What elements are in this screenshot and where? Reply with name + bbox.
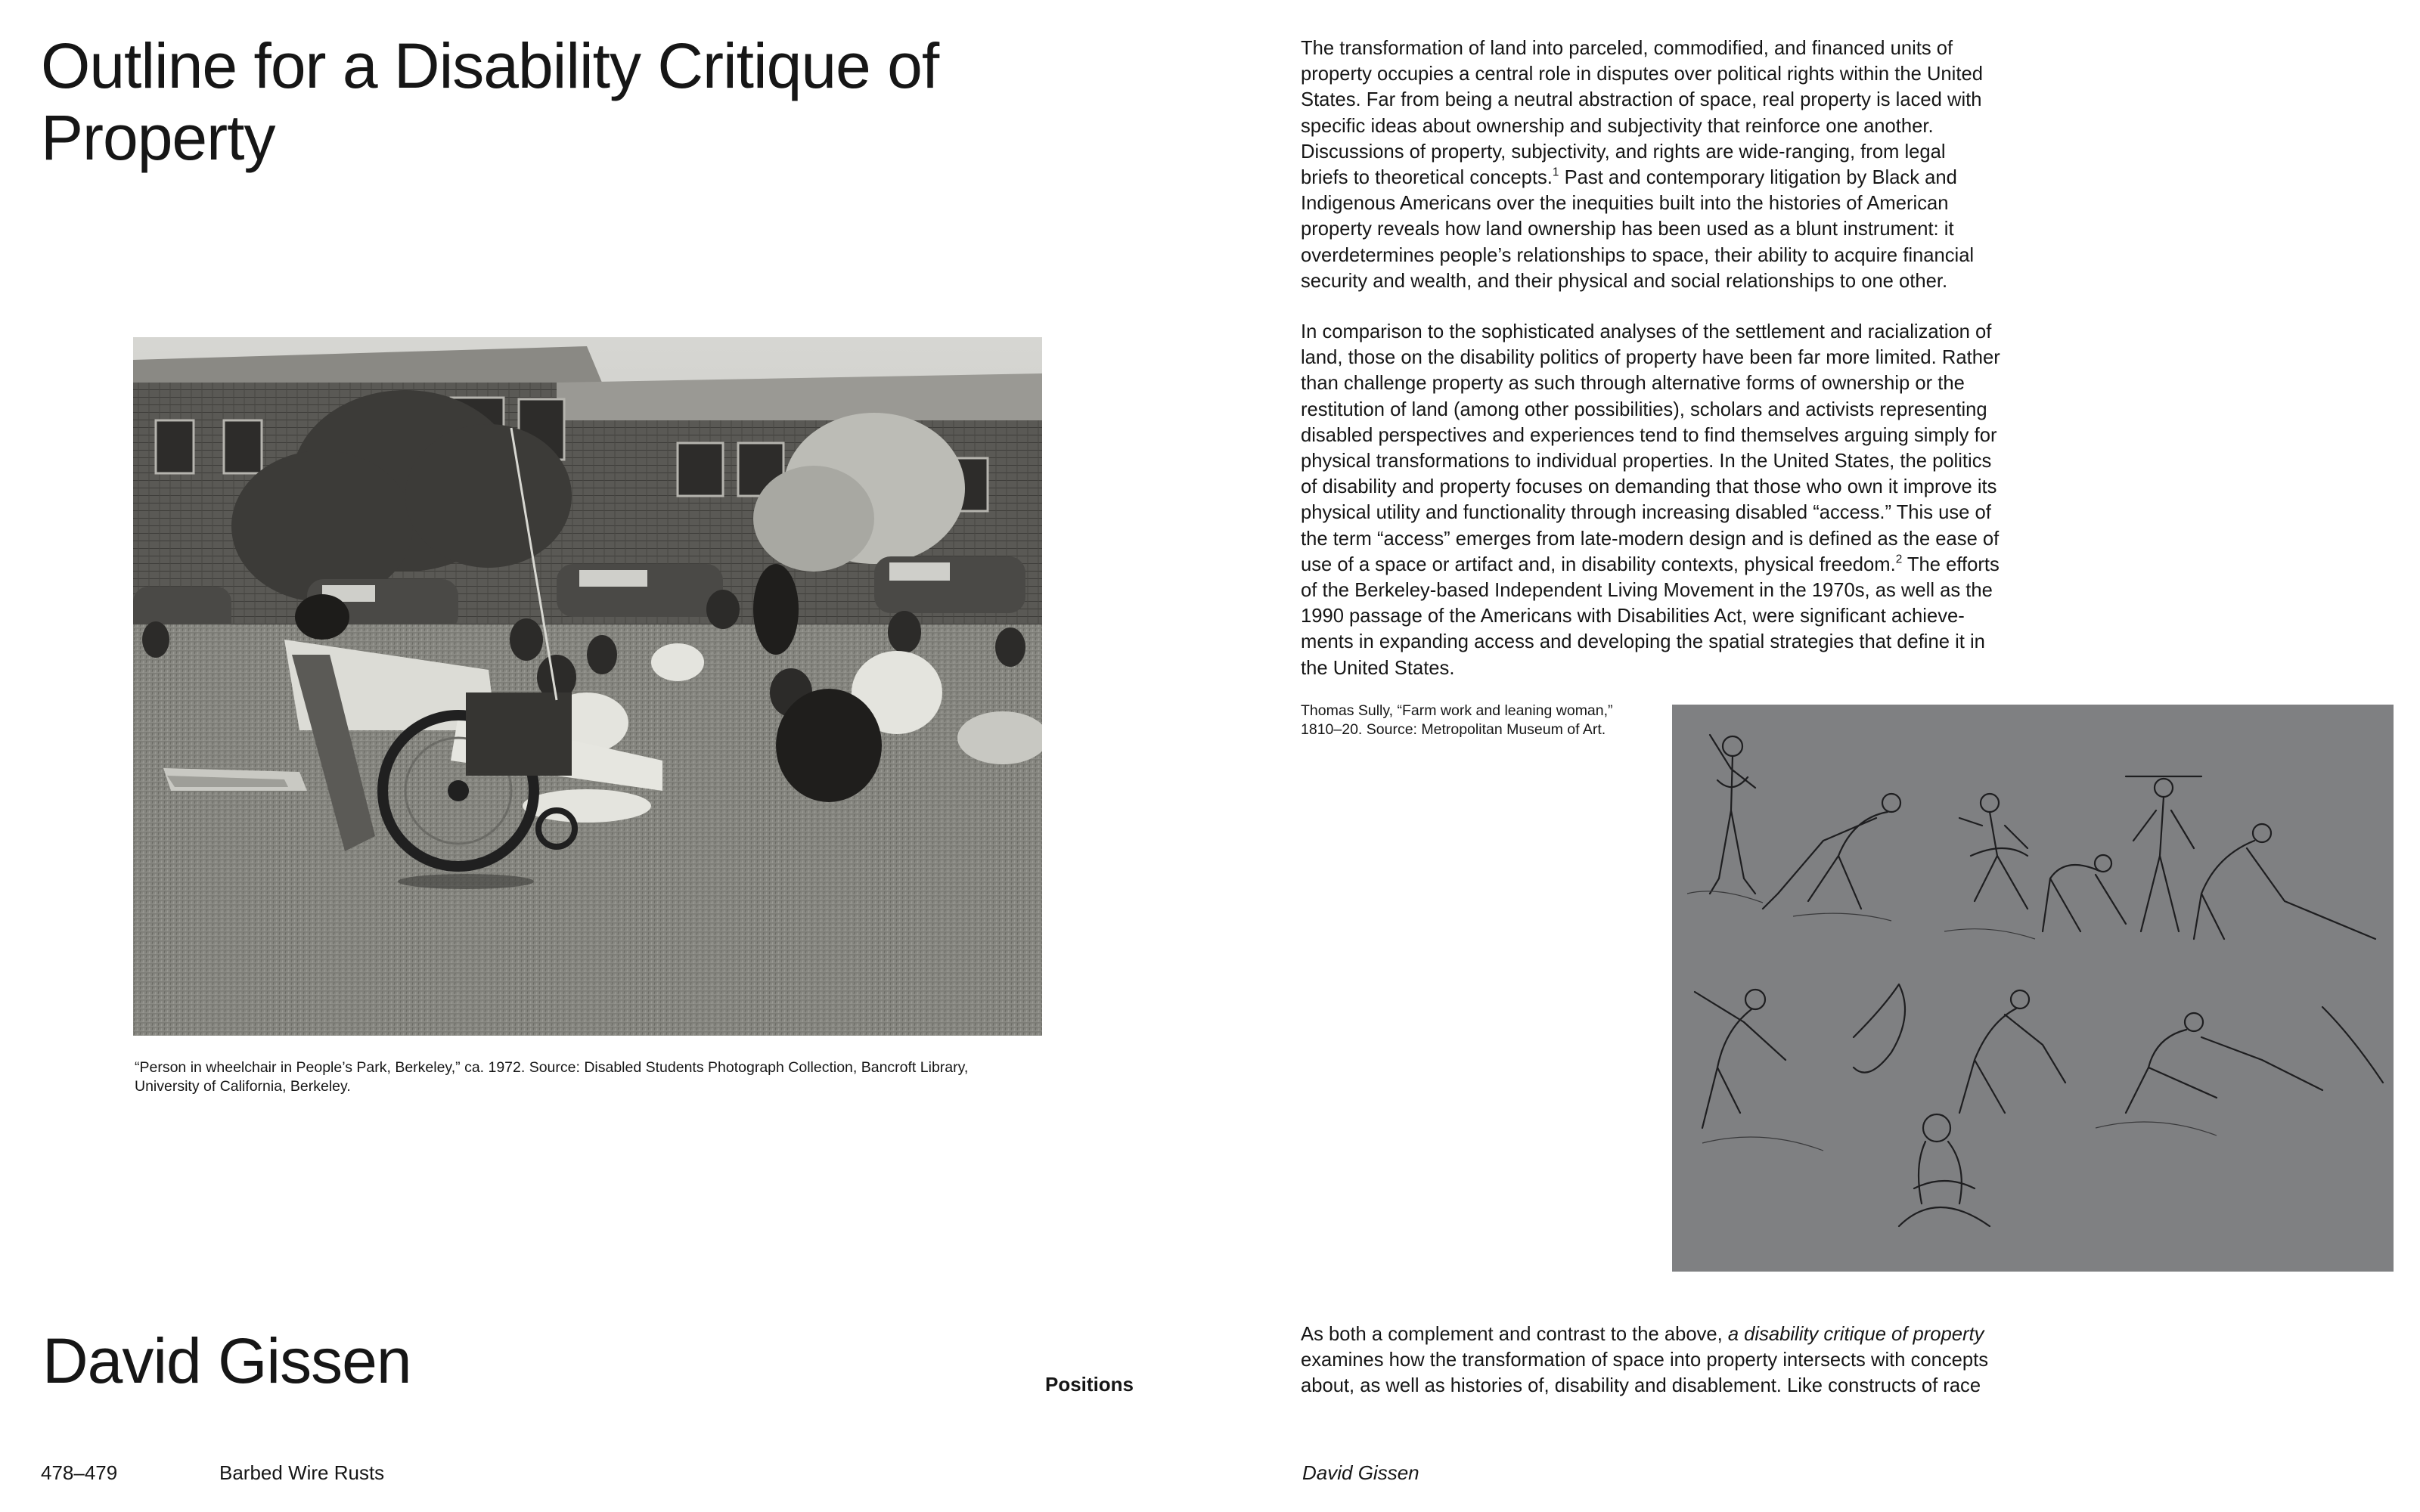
text-line: security and wealth, and their physical and social relationships to one other.	[1301, 270, 1948, 292]
running-author: David Gissen	[1302, 1461, 1419, 1484]
page-numbers: 478–479	[41, 1461, 118, 1484]
body-paragraph-2	[1301, 319, 2027, 681]
text-line: the term “access” emerges from late-modern design and is defined as the ease of	[1301, 528, 2000, 550]
text-line: property reveals how land ownership has been used as a blunt instrument: it	[1301, 218, 1954, 240]
footnote-marker: 1	[1552, 166, 1559, 179]
text-line: States. Far from being a neutral abstraction of space, real property is laced with	[1301, 89, 1982, 111]
text-line: of disability and property focuses on demanding that those who own it improve its	[1301, 476, 1997, 498]
text-line: land, those on the disability politics of property have been far more limited. Rather	[1301, 347, 2000, 369]
text-line: Indigenous Americans over the inequities built into the histories of American	[1301, 193, 1949, 215]
text-line: disabled perspectives and experiences tend to find themselves arguing simply for	[1301, 424, 1997, 446]
text-line	[1301, 165, 2027, 191]
text-fragment: briefs to theoretical concepts.	[1301, 167, 1553, 189]
photo-caption-line: University of California, Berkeley.	[135, 1078, 351, 1095]
text-fragment: Past and contemporary litigation by Black and	[1559, 167, 1957, 189]
people-park-photo	[133, 337, 1042, 1036]
text-line: physical transformations to individual properties. In the United States, the politics	[1301, 451, 1992, 472]
text-line: physical utility and functionality through increasing disabled “access.” This use of	[1301, 502, 1991, 524]
text-line: examines how the transformation of space into property intersects with concepts	[1301, 1349, 1989, 1371]
body-paragraph-1	[1301, 36, 2027, 294]
text-line: 1990 passage of the Americans with Disabilities Act, were significant achieve-	[1301, 606, 1965, 627]
text-fragment: The efforts	[1902, 553, 2000, 575]
text-line: In comparison to the sophisticated analyses of the settlement and racialization of	[1301, 321, 1992, 342]
running-title: Barbed Wire Rusts	[219, 1461, 385, 1484]
footnote-marker: 2	[1895, 553, 1903, 566]
text-line: specific ideas about ownership and subjectivity that reinforce one another.	[1301, 115, 1934, 137]
sketch-caption-line: 1810–20. Source: Metropolitan Museum of Art.	[1301, 721, 1606, 738]
photo-caption-line: “Person in wheelchair in People’s Park, Berkeley,” ca. 1972. Source: Disabled Students Photograph Collection, Bancroft Library,	[135, 1059, 969, 1076]
text-line: property occupies a central role in disputes over political rights within the United	[1301, 64, 1983, 85]
farm-work-sketch	[1672, 705, 2394, 1272]
text-fragment: As both a complement and contrast to the above,	[1301, 1324, 1728, 1345]
text-line: The transformation of land into parceled, commodified, and financed units of	[1301, 38, 1953, 59]
text-fragment: use of a space or artifact and, in disability contexts, physical freedom.	[1301, 553, 1896, 575]
text-line	[1301, 552, 2027, 578]
text-line: restitution of land (among other possibilities), scholars and activists representing	[1301, 398, 1987, 420]
italic-phrase: a disability critique of property	[1727, 1324, 1984, 1345]
text-line: ments in expanding access and developing the spatial strategies that define it in	[1301, 631, 1985, 653]
drawing-icon	[1672, 705, 2394, 1272]
section-label: Positions	[1045, 1373, 1134, 1396]
text-line: overdetermines people’s relationships to space, their ability to acquire financial	[1301, 244, 1975, 266]
sketch-caption-line: Thomas Sully, “Farm work and leaning woman,”	[1301, 702, 1613, 719]
author-name: David Gissen	[42, 1325, 411, 1396]
text-line: about, as well as histories of, disability and disablement. Like constructs of race	[1301, 1375, 1981, 1397]
photo-caption	[135, 1058, 1042, 1096]
text-line: of the Berkeley-based Independent Living Movement in the 1970s, as well as the	[1301, 580, 1993, 602]
text-line	[1301, 1321, 2027, 1347]
text-line: than challenge property as such through alternative forms of ownership or the	[1301, 373, 1965, 395]
body-paragraph-3	[1301, 1321, 2027, 1399]
photograph-icon	[133, 337, 1042, 1036]
text-line: Discussions of property, subjectivity, and rights are wide-ranging, from legal	[1301, 141, 1946, 163]
article-title: Outline for a Disability Critique of Property	[41, 30, 939, 173]
sketch-caption	[1301, 702, 1656, 739]
text-line: the United States.	[1301, 657, 1455, 679]
